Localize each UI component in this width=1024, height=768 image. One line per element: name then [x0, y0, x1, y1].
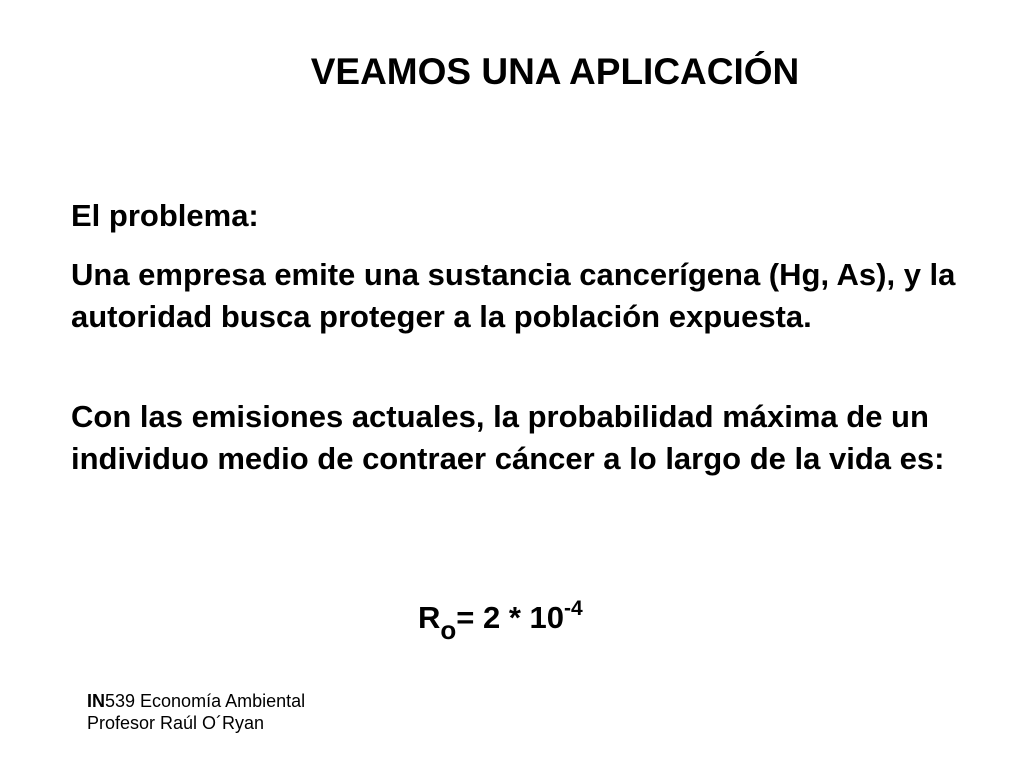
formula-subscript: o — [440, 615, 457, 645]
formula-symbol: R — [418, 600, 441, 635]
problem-paragraph-1: Una empresa emite una sustancia cancerígena (Hg, As), y la autoridad busca proteger a la población expuesta. — [71, 257, 956, 334]
course-code-prefix: IN — [87, 691, 105, 711]
professor-line: Profesor Raúl O´Ryan — [87, 713, 265, 733]
slide-footer — [87, 690, 305, 734]
problem-paragraph-2: Con las emisiones actuales, la probabilidad máxima de un individuo medio de contraer cáncer a lo largo de la vida es: — [71, 399, 945, 476]
formula-expression: = 2 * 10 — [456, 600, 565, 635]
slide-title: VEAMOS UNA APLICACIÓN — [310, 51, 800, 92]
problem-heading: El problema: — [71, 198, 259, 233]
course-code-rest: 539 Economía Ambiental — [105, 691, 306, 711]
formula-exponent: -4 — [564, 597, 583, 620]
course-line — [87, 690, 305, 712]
risk-formula — [418, 597, 583, 645]
